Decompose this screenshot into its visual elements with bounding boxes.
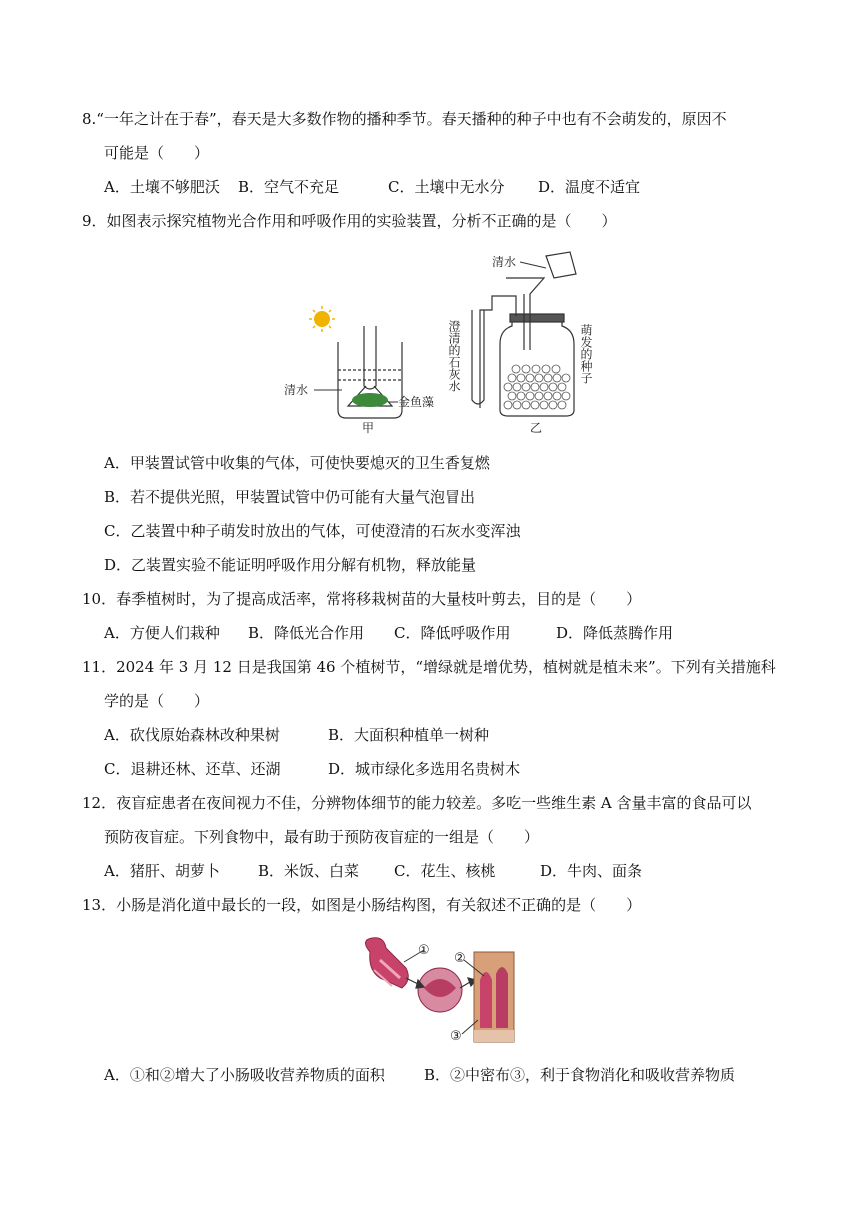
q10-option-c: C．降低呼吸作用 [394, 624, 511, 642]
q10-option-b: B．降低光合作用 [248, 624, 365, 642]
q11-option-b: B．大面积种植单一树种 [328, 726, 490, 744]
q8-option-b: B．空气不充足 [238, 178, 340, 196]
q8-option-d: D．温度不适宜 [538, 178, 641, 196]
q11-option-a: A．砍伐原始森林改种果树 [104, 726, 280, 744]
q11-stem-line2: 学的是（ ） [104, 692, 210, 710]
q12-stem-line2: 预防夜盲症。下列食物中，最有助于预防夜盲症的一组是（ ） [104, 828, 540, 846]
sun-icon [309, 306, 335, 332]
q11-option-d: D．城市绿化多选用名贵树木 [328, 760, 521, 778]
q12-option-b: B．米饭、白菜 [258, 862, 360, 880]
q12-stem-line1: 12．夜盲症患者在夜间视力不佳，分辨物体细节的能力较差。多吃一些维生素 A 含量丰富的食品可以 [82, 794, 752, 812]
q9-option-c: C．乙装置中种子萌发时放出的气体，可使澄清的石灰水变浑浊 [104, 522, 521, 540]
q10-option-d: D．降低蒸腾作用 [556, 624, 674, 642]
q13-option-a: A．①和②增大了小肠吸收营养物质的面积 [104, 1066, 385, 1084]
q9-option-b: B．若不提供光照，甲装置试管中仍可能有大量气泡冒出 [104, 488, 476, 506]
q13-option-b: B．②中密布③，利于食物消化和吸收营养物质 [424, 1066, 736, 1084]
q10-stem: 10．春季植树时，为了提高成活率，常将移栽树苗的大量枝叶剪去，目的是（ ） [82, 590, 642, 608]
apparatus-yi [472, 252, 576, 416]
q11-option-c: C．退耕还林、还草、还湖 [104, 760, 281, 778]
q9-option-d: D．乙装置实验不能证明呼吸作用分解有机物，释放能量 [104, 556, 477, 574]
q8-option-a: A．土壤不够肥沃 [104, 178, 220, 196]
seeds [504, 365, 570, 409]
marker-3: ③ [450, 1029, 462, 1044]
q8-stem-line2: 可能是（ ） [104, 144, 210, 162]
marker-1: ① [418, 943, 430, 958]
magnified-fold [418, 968, 462, 1012]
q13-stem: 13．小肠是消化道中最长的一段，如图是小肠结构图，有关叙述不正确的是（ ） [82, 896, 642, 914]
q9-figure [280, 250, 600, 435]
q12-option-c: C．花生、核桃 [394, 862, 496, 880]
label-water-top: 清水 [492, 255, 517, 269]
goldfish-algae [352, 393, 388, 407]
q12-option-d: D．牛肉、面条 [540, 862, 643, 880]
q11-stem-line1: 11．2024 年 3 月 12 日是我国第 46 个植树节，“增绿就是增优势，植树就是植未来”。下列有关措施科 [82, 658, 776, 676]
q8-option-c: C．土壤中无水分 [388, 178, 505, 196]
villus-section [474, 952, 514, 1042]
marker-2: ② [454, 951, 466, 966]
intestine-tube [365, 938, 408, 988]
label-seeds: 萌发的种子 [579, 324, 593, 384]
q9-option-a: A．甲装置试管中收集的气体，可使快要熄灭的卫生香复燃 [104, 454, 490, 472]
q12-option-a: A．猪肝、胡萝卜 [104, 862, 220, 880]
label-water-left: 清水 [284, 383, 309, 397]
label-algae: 金鱼藻 [398, 395, 435, 409]
label-jia: 甲 [362, 421, 375, 435]
label-limewater: 澄清的石灰水 [447, 320, 461, 392]
label-yi: 乙 [530, 421, 543, 435]
q10-option-a: A．方便人们栽种 [104, 624, 220, 642]
q8-stem-line1: 8.“一年之计在于春”，春天是大多数作物的播种季节。春天播种的种子中也有不会萌发的，原因不 [82, 110, 727, 128]
q13-figure [350, 930, 520, 1048]
q9-stem: 9．如图表示探究植物光合作用和呼吸作用的实验装置，分析不正确的是（ ） [82, 212, 617, 230]
